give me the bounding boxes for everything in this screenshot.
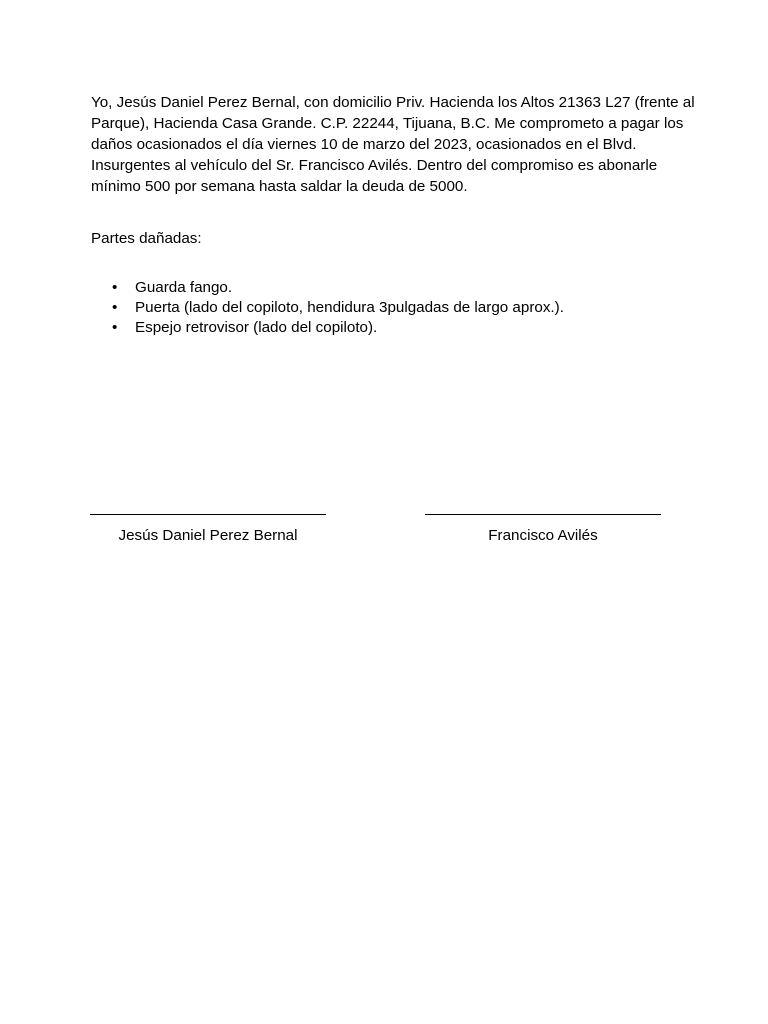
damaged-parts-list: [91, 278, 564, 338]
damaged-parts-heading: Partes dañadas:: [91, 230, 202, 247]
commitment-paragraph: Yo, Jesús Daniel Perez Bernal, con domicilio Priv. Hacienda los Altos 21363 L27 (frente al Parque), Hacienda Casa Grande. C.P. 22244, Tijuana, B.C. Me comprometo a pagar los daños ocasionados el día viernes 10 de marzo del 2023, ocasionados en el Blvd. Insurgentes al vehículo del Sr. Francisco Avilés. Dentro del compromiso es abonarle mínimo 500 por semana hasta saldar la deuda de 5000.: [91, 94, 695, 195]
signature-name-left: Jesús Daniel Perez Bernal: [118, 527, 298, 544]
bullet-icon: •: [112, 279, 118, 296]
list-item: [91, 298, 564, 318]
list-item-text: Guarda fango.: [135, 279, 233, 296]
signature-line: [425, 514, 661, 515]
signature-name-right: Francisco Avilés: [488, 527, 598, 544]
signature-block-right: [425, 498, 661, 546]
list-item: [91, 278, 564, 298]
signature-line: [90, 514, 326, 515]
bullet-icon: •: [112, 299, 118, 316]
signature-block-left: [90, 498, 326, 546]
list-item: [91, 318, 564, 338]
list-item-text: Puerta (lado del copiloto, hendidura 3pulgadas de largo aprox.).: [135, 299, 564, 316]
list-item-text: Espejo retrovisor (lado del copiloto).: [135, 319, 378, 336]
bullet-icon: •: [112, 319, 118, 336]
